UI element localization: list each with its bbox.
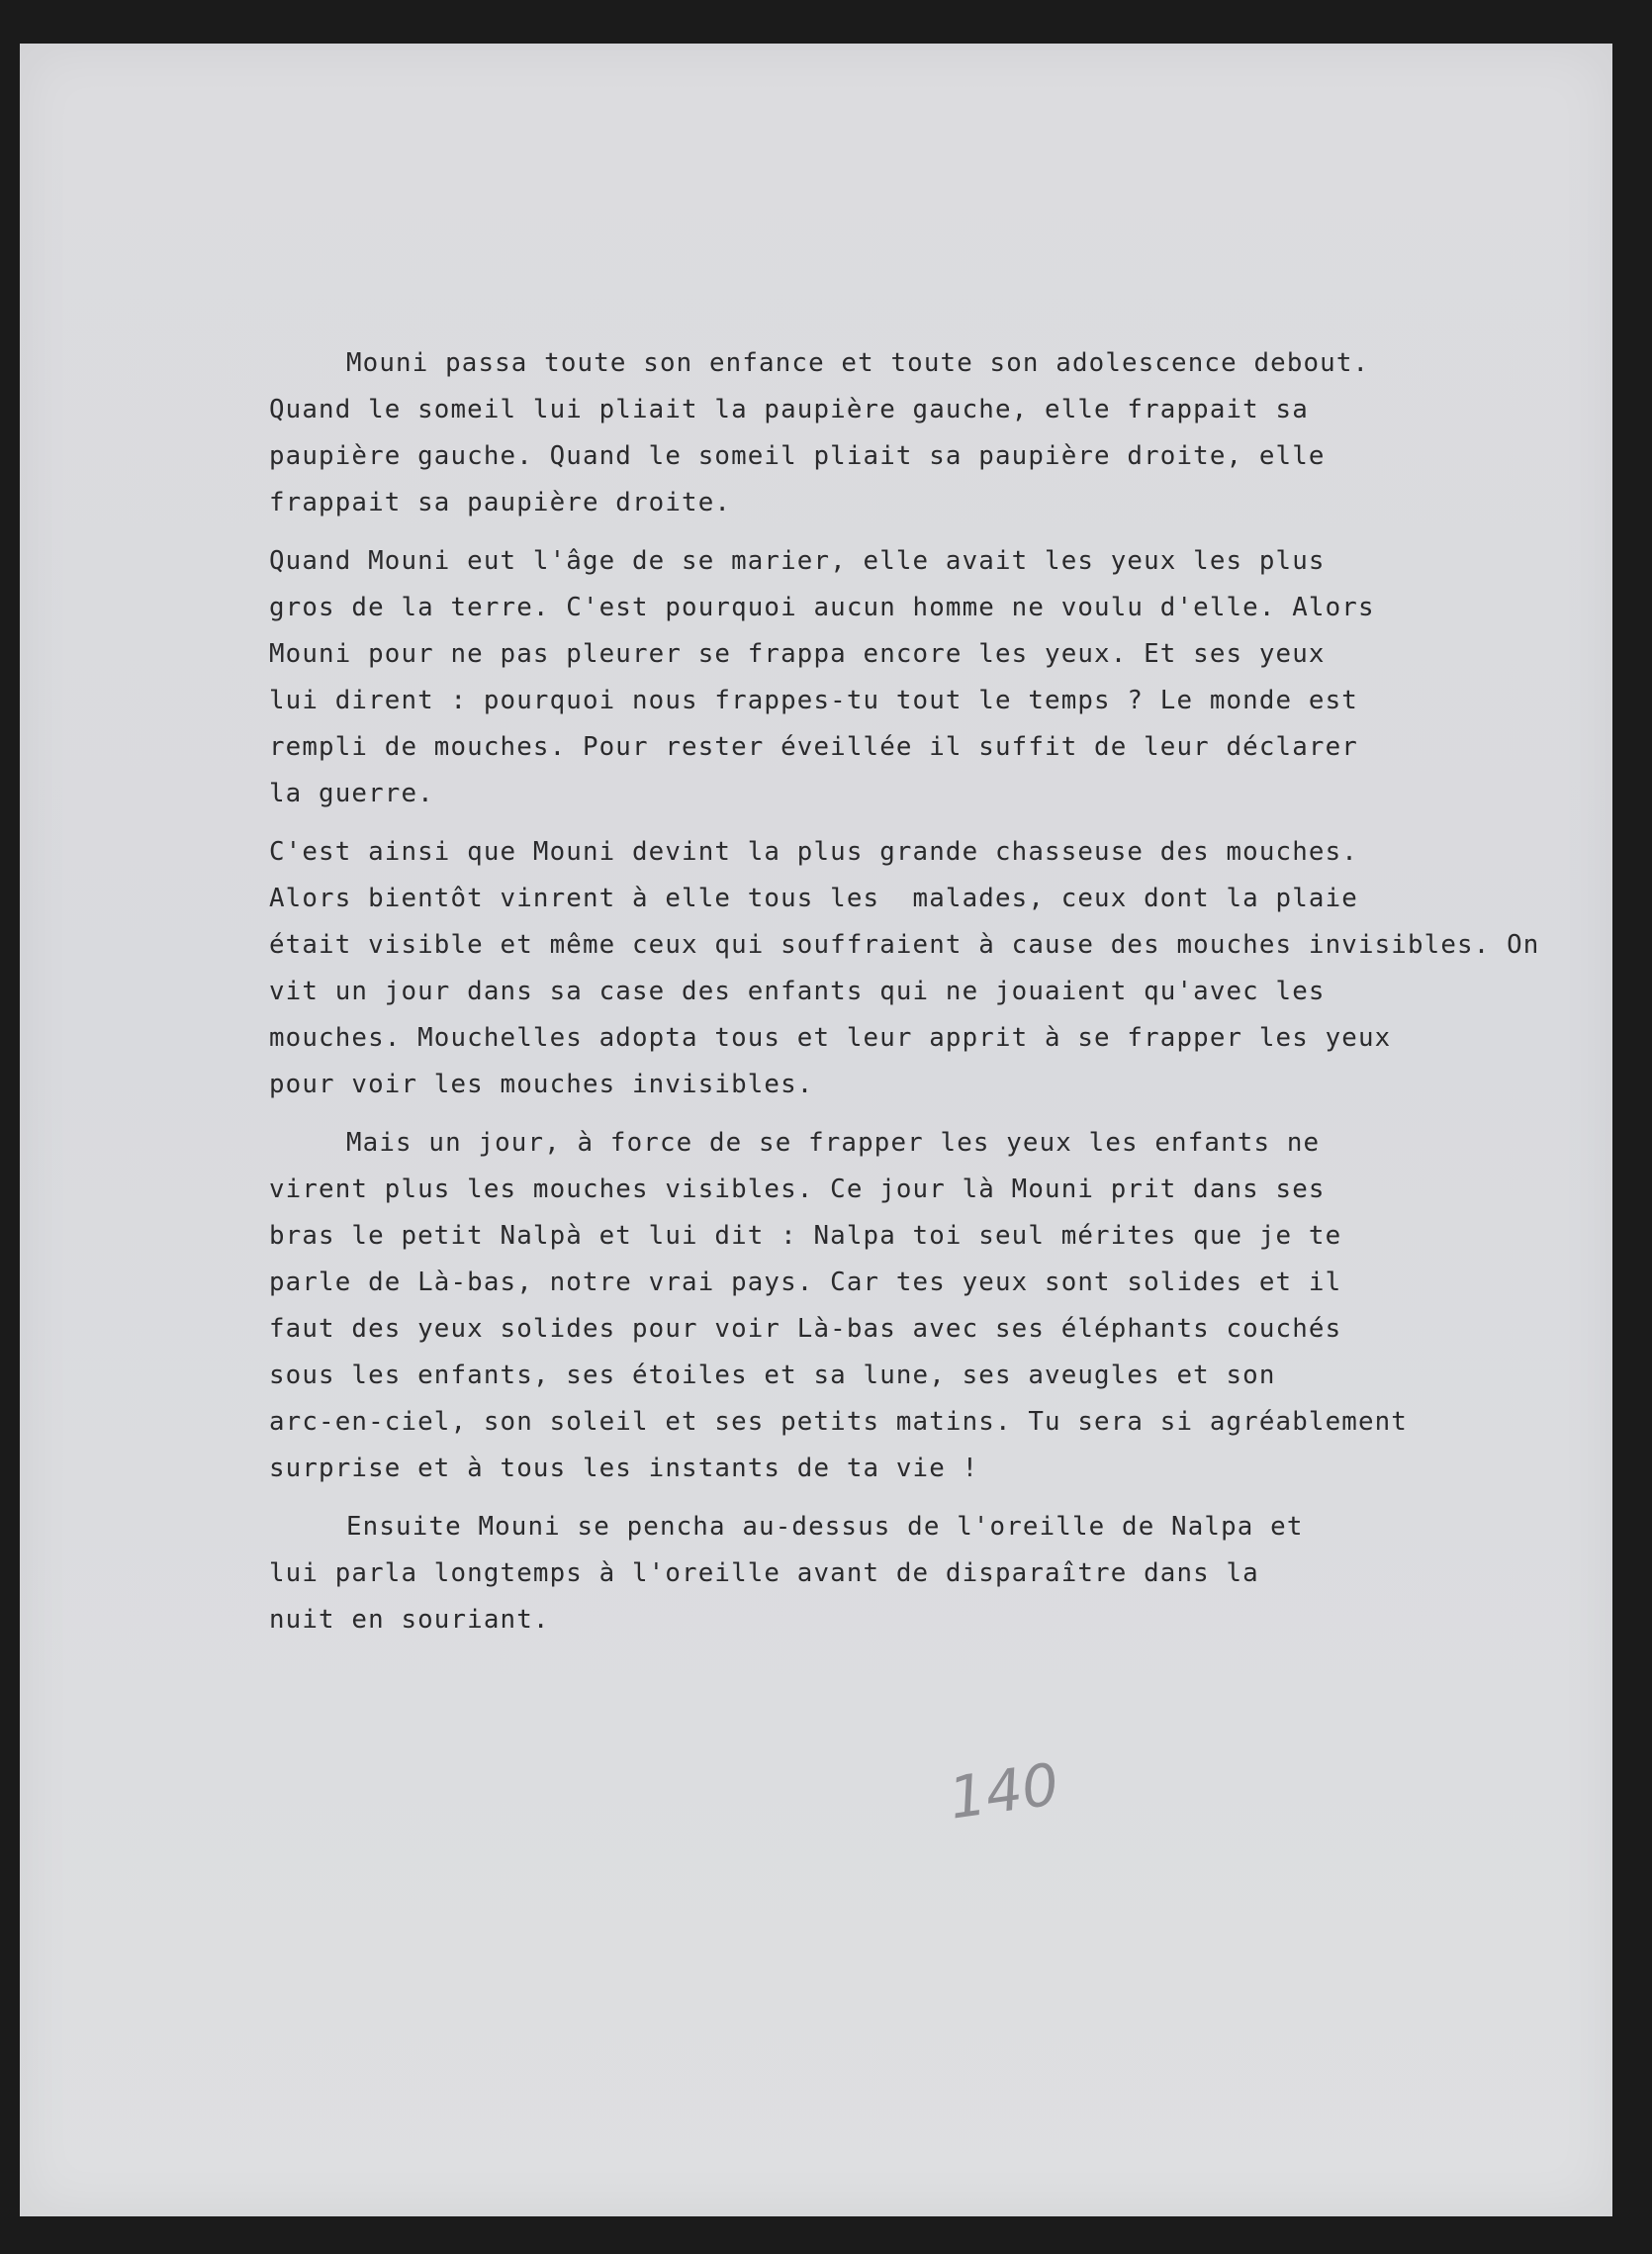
paragraph	[269, 538, 1555, 817]
text-line: surprise et à tous les instants de ta vie !	[269, 1454, 979, 1483]
text-line: Quand Mouni eut l'âge de se marier, elle avait les yeux les plus	[269, 546, 1326, 576]
document-body	[269, 340, 1555, 1655]
text-line: était visible et même ceux qui souffraient à cause des mouches invisibles. On	[269, 930, 1540, 960]
text-line: bras le petit Nalpà et lui dit : Nalpa toi seul mérites que je te	[269, 1221, 1342, 1251]
text-line: pour voir les mouches invisibles.	[269, 1070, 814, 1099]
text-line: lui dirent : pourquoi nous frappes-tu tout le temps ? Le monde est	[269, 686, 1358, 715]
text-line: mouches. Mouchelles adopta tous et leur apprit à se frapper les yeux	[269, 1023, 1392, 1053]
text-line: vit un jour dans sa case des enfants qui ne jouaient qu'avec les	[269, 977, 1326, 1006]
text-line: paupière gauche. Quand le someil pliait sa paupière droite, elle	[269, 441, 1326, 471]
text-line: frappait sa paupière droite.	[269, 488, 732, 517]
text-line: faut des yeux solides pour voir Là-bas avec ses éléphants couchés	[269, 1314, 1342, 1344]
paragraph	[269, 340, 1555, 526]
paragraph	[269, 1120, 1555, 1492]
text-line: lui parla longtemps à l'oreille avant de disparaître dans la	[269, 1558, 1259, 1588]
text-line: Quand le someil lui pliait la paupière gauche, elle frappait sa	[269, 395, 1309, 424]
text-line: sous les enfants, ses étoiles et sa lune, ses aveugles et son	[269, 1361, 1276, 1390]
text-line: la guerre.	[269, 779, 434, 808]
text-line: arc-en-ciel, son soleil et ses petits matins. Tu sera si agréablement	[269, 1407, 1408, 1437]
text-line: Ensuite Mouni se pencha au-dessus de l'oreille de Nalpa et	[346, 1512, 1304, 1542]
text-line: Mouni passa toute son enfance et toute son adolescence debout.	[346, 348, 1370, 378]
paragraph	[269, 1504, 1555, 1644]
text-line: C'est ainsi que Mouni devint la plus grande chasseuse des mouches.	[269, 837, 1358, 867]
text-line: rempli de mouches. Pour rester éveillée il suffit de leur déclarer	[269, 732, 1358, 762]
text-line: virent plus les mouches visibles. Ce jour là Mouni prit dans ses	[269, 1174, 1326, 1204]
text-line: Mouni pour ne pas pleurer se frappa encore les yeux. Et ses yeux	[269, 639, 1326, 669]
text-line: nuit en souriant.	[269, 1605, 550, 1635]
text-line: Mais un jour, à force de se frapper les yeux les enfants ne	[346, 1128, 1321, 1158]
handwritten-page-number: 140	[945, 1749, 1063, 1832]
paper-sheet	[20, 44, 1612, 2216]
text-line: parle de Là-bas, notre vrai pays. Car tes yeux sont solides et il	[269, 1268, 1342, 1297]
paragraph	[269, 829, 1555, 1108]
text-line: Alors bientôt vinrent à elle tous les malades, ceux dont la plaie	[269, 884, 1358, 913]
text-line: gros de la terre. C'est pourquoi aucun homme ne voulu d'elle. Alors	[269, 593, 1375, 622]
